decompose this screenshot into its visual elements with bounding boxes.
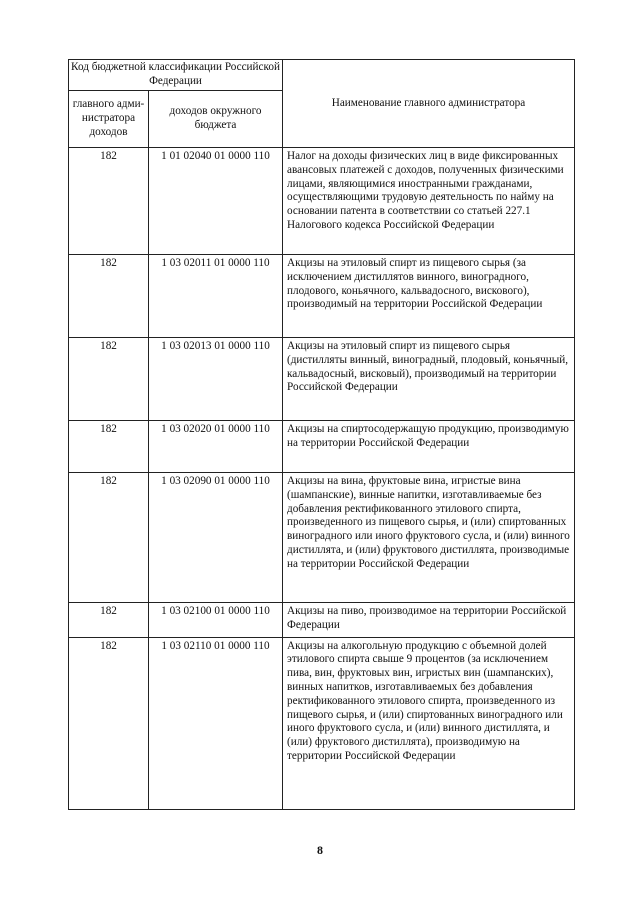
admin-code-cell: 182 — [69, 255, 149, 338]
revenue-code-cell: 1 03 02110 01 0000 110 — [149, 637, 283, 809]
administrator-name-cell: Акцизы на пиво, производимое на территории Российской Федерации — [283, 603, 575, 638]
table-row — [69, 603, 575, 638]
budget-classification-table — [68, 59, 575, 810]
revenue-code-cell: 1 01 02040 01 0000 110 — [149, 148, 283, 255]
revenue-code-cell: 1 03 02011 01 0000 110 — [149, 255, 283, 338]
revenue-code-cell: 1 03 02020 01 0000 110 — [149, 421, 283, 473]
table-row — [69, 473, 575, 603]
header-administrator-name: Наименование главного администратора — [283, 60, 575, 148]
admin-code-cell: 182 — [69, 338, 149, 421]
page-number: 8 — [317, 843, 323, 857]
administrator-name-cell: Акцизы на спиртосодержащую продукцию, производимую на территории Российской Федерации — [283, 421, 575, 473]
header-group-classification-code: Код бюджетной классификации Российской Федерации — [69, 60, 283, 91]
admin-code-cell: 182 — [69, 421, 149, 473]
revenue-code-cell: 1 03 02100 01 0000 110 — [149, 603, 283, 638]
header-main-administrator: главного адми-нистратора доходов — [69, 91, 149, 148]
administrator-name-cell: Налог на доходы физических лиц в виде фиксированных авансовых платежей с доходов, полученных физическими лицами, являющимися иностранными гражданами, осуществляющими трудовую деятельность по найму на основании патента в соответствии со статьей 227.1 Налогового кодекса Российской Федерации — [283, 148, 575, 255]
revenue-code-cell: 1 03 02013 01 0000 110 — [149, 338, 283, 421]
table-row — [69, 338, 575, 421]
administrator-name-cell: Акцизы на вина, фруктовые вина, игристые вина (шампанские), винные напитки, изготавливаемые без добавления ректификованного этилового спирта, произведенного из пищевого сырья, и (или) спиртованных виноградного или иного фруктового сусла, и (или) винного дистиллята, и (или) фруктового дистиллята, производимые на территории Российской Федерации — [283, 473, 575, 603]
admin-code-cell: 182 — [69, 473, 149, 603]
header-district-budget-revenue: доходов окружного бюджета — [149, 91, 283, 148]
revenue-code-cell: 1 03 02090 01 0000 110 — [149, 473, 283, 603]
administrator-name-cell: Акцизы на алкогольную продукцию с объемной долей этилового спирта свыше 9 процентов (за исключением пива, вин, фруктовых вин, игристых вин (шампанских), винных напитков, изготавливаемых без добавления ректификованного этилового спирта, произведенного из пищевого сырья, и (или) спиртованных виноградного или иного фруктового сусла, и (или) винного дистиллята, и (или) фруктового дистиллята), производимую на территории Российской Федерации — [283, 637, 575, 809]
table-row — [69, 637, 575, 809]
admin-code-cell: 182 — [69, 603, 149, 638]
table-row — [69, 255, 575, 338]
admin-code-cell: 182 — [69, 637, 149, 809]
administrator-name-cell: Акцизы на этиловый спирт из пищевого сырья (за исключением дистиллятов винного, виноградного, плодового, коньячного, кальвадосного, вискового), производимый на территории Российской Федерации — [283, 255, 575, 338]
table-row — [69, 421, 575, 473]
admin-code-cell: 182 — [69, 148, 149, 255]
administrator-name-cell: Акцизы на этиловый спирт из пищевого сырья (дистилляты винный, виноградный, плодовый, коньячный, кальвадосный, висковый), производимый на территории Российской Федерации — [283, 338, 575, 421]
table-row — [69, 148, 575, 255]
